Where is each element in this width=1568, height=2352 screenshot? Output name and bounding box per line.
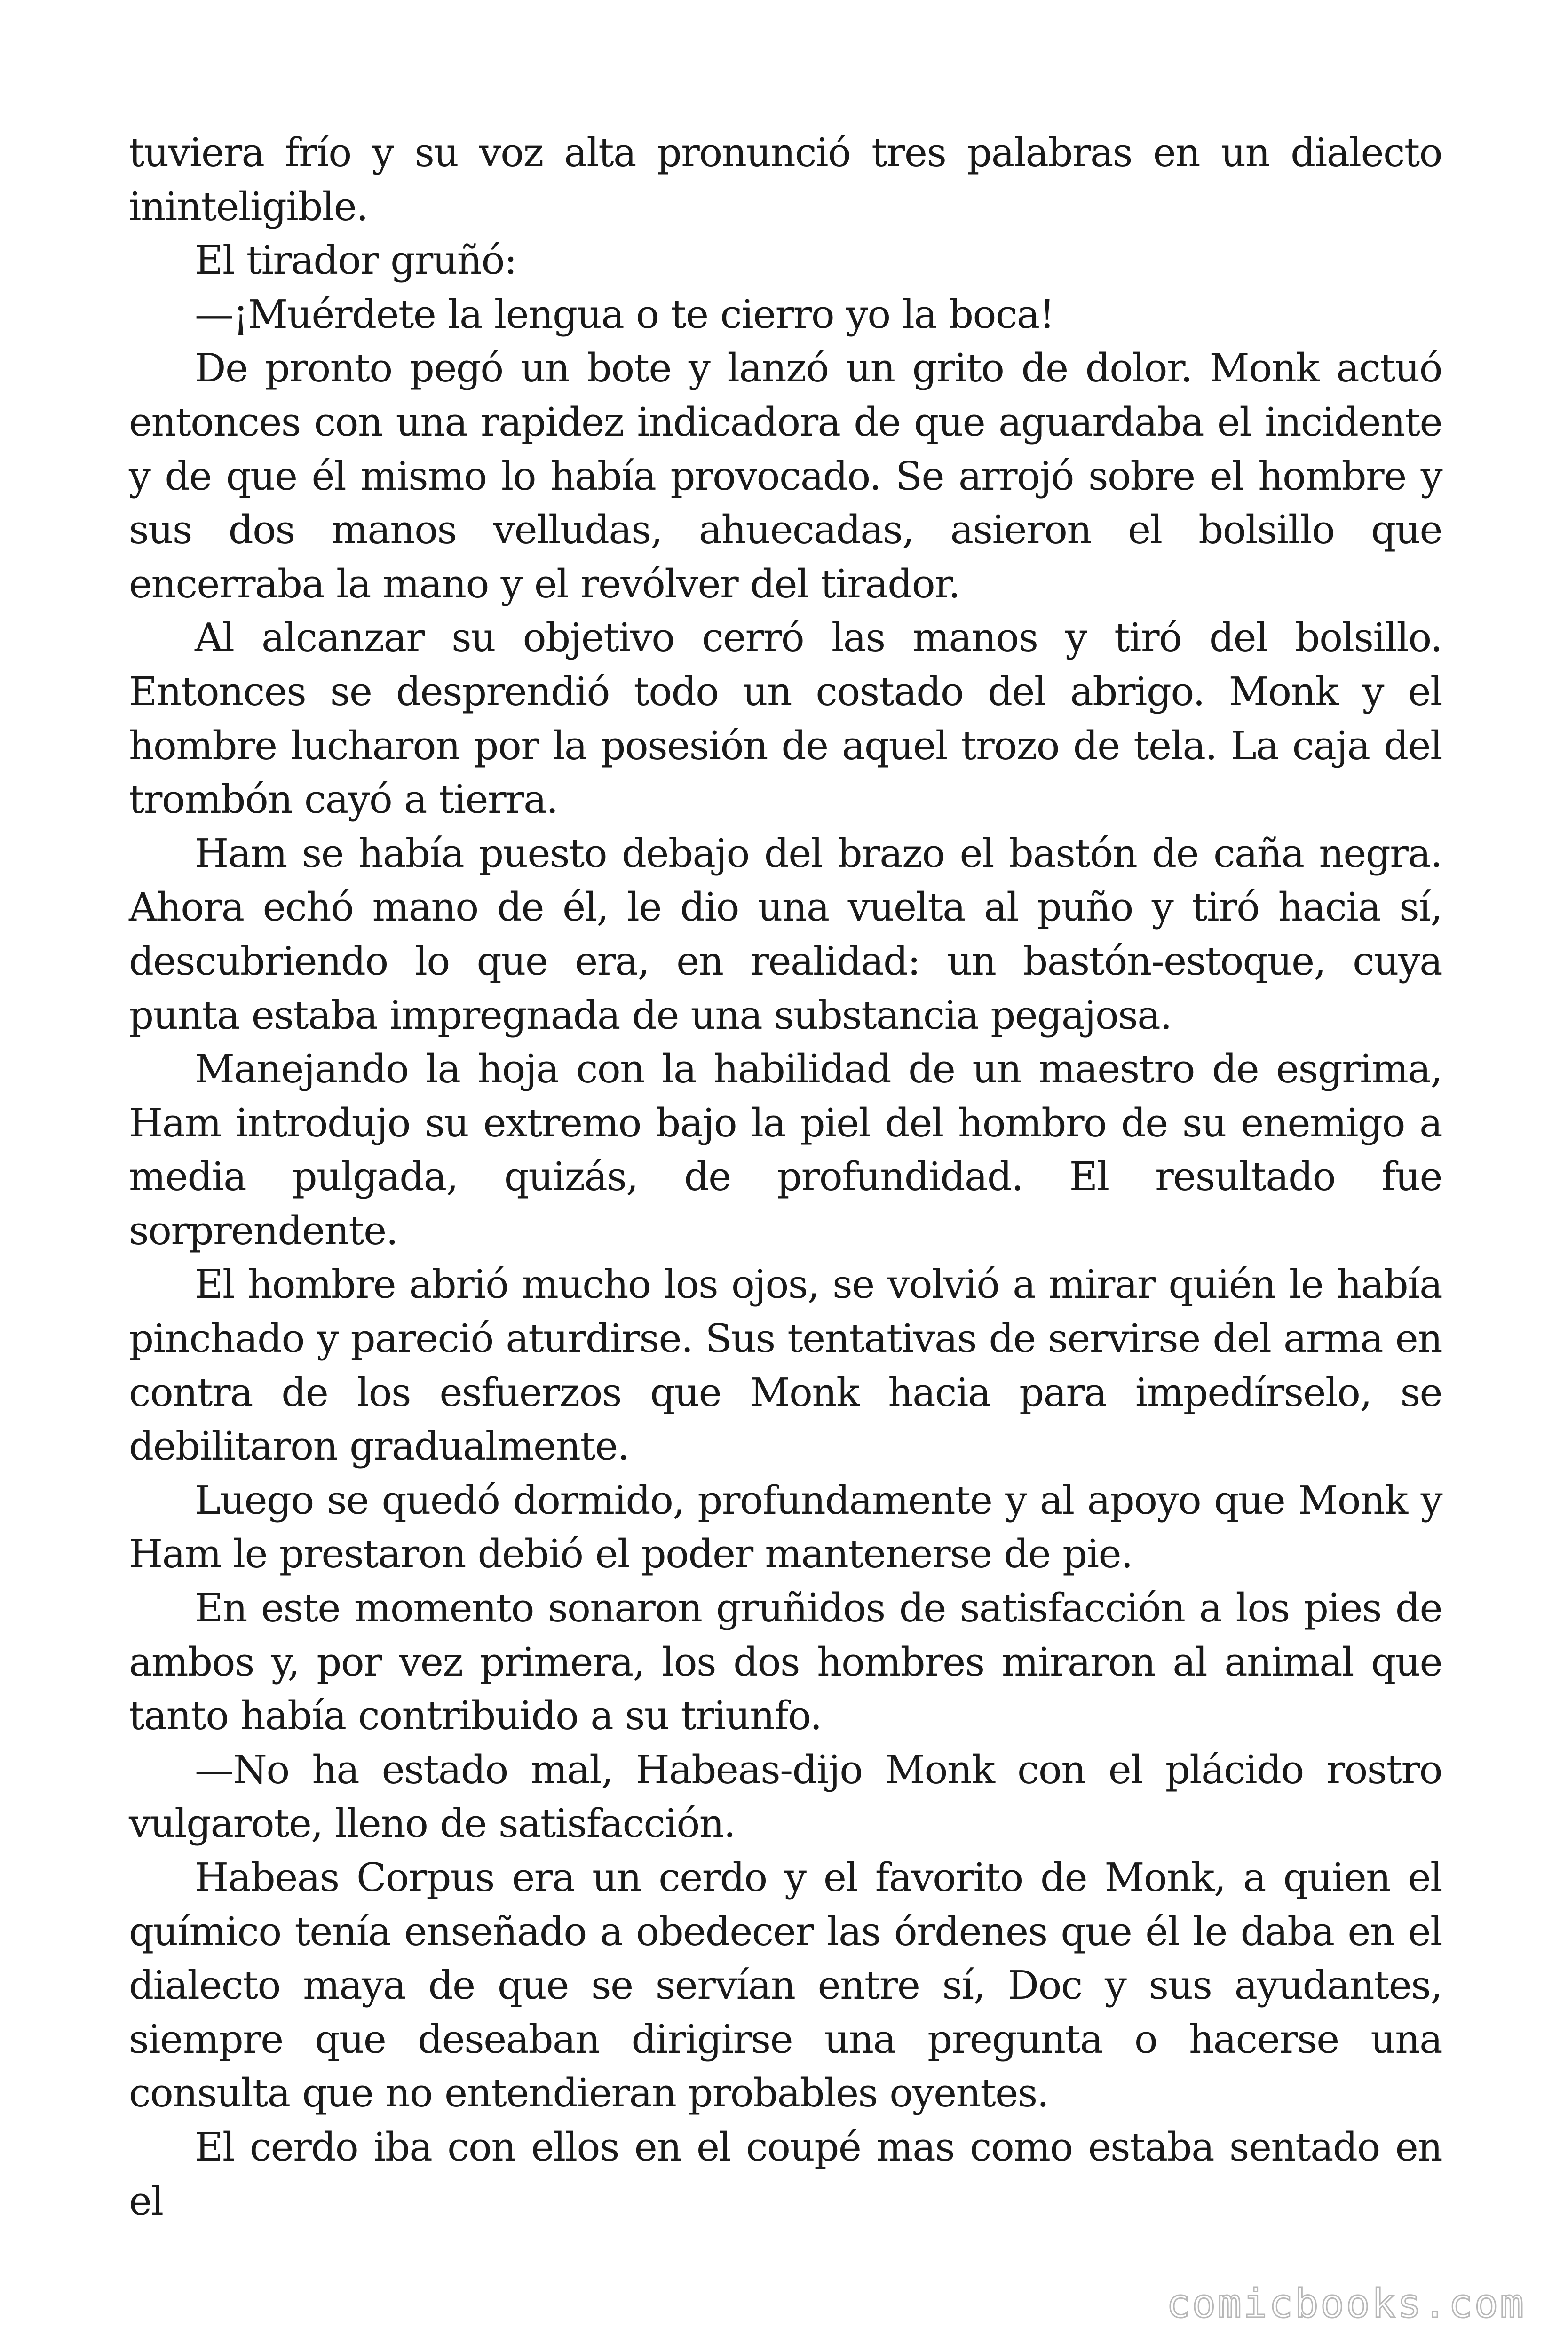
paragraph: —¡Muérdete la lengua o te cierro yo la boca! [195,291,1054,337]
paragraph: tuviera frío y su voz alta pronunció tres palabras en un dialecto ininteligible. [129,130,1442,230]
paragraph: El tirador gruñó: [195,238,517,284]
paragraph: Ham se había puesto debajo del brazo el bastón de caña negra. Ahora echó mano de él, le dio una vuelta al puño y tiró hacia sí, descubriendo lo que era, en realidad: un bastón-estoque, cuya punta estaba impregnada de una substancia pegajosa. [129,830,1442,1038]
paragraph: Al alcanzar su objetivo cerró las manos y tiró del bolsillo. Entonces se desprendió todo un costado del abrigo. Monk y el hombre lucharon por la posesión de aquel trozo de tela. La caja del trombón cayó a tierra. [129,615,1442,823]
paragraph: Luego se quedó dormido, profundamente y al apoyo que Monk y Ham le prestaron debió el poder mantenerse de pie. [129,1477,1442,1577]
paragraph: Habeas Corpus era un cerdo y el favorito de Monk, a quien el químico tenía enseñado a obedecer las órdenes que él le daba en el dialecto maya de que se servían entre sí, Doc y sus ayudantes, siempre que deseaban dirigirse una pregunta o hacerse una consulta que no entendieran probables oyentes. [129,1855,1442,2116]
paragraph: De pronto pegó un bote y lanzó un grito de dolor. Monk actuó entonces con una rapidez indicadora de que aguardaba el incidente y de que él mismo lo había provocado. Se arrojó sobre el hombre y sus dos manos velludas, ahuecadas, asieron el bolsillo que encerraba la mano y el revólver del tirador. [129,345,1442,607]
watermark: comicbooks.com [1166,2280,1526,2327]
paragraph: El cerdo iba con ellos en el coupé mas como estaba sentado en el [129,2124,1442,2224]
paragraph: En este momento sonaron gruñidos de satisfacción a los pies de ambos y, por vez primera, los dos hombres miraron al animal que tanto había contribuido a su triunfo. [129,1585,1442,1739]
body-text [129,126,1442,2228]
paragraph: —No ha estado mal, Habeas-dijo Monk con el plácido rostro vulgarote, lleno de satisfacción. [129,1747,1442,1847]
paragraph: Manejando la hoja con la habilidad de un maestro de esgrima, Ham introdujo su extremo bajo la piel del hombro de su enemigo a media pulgada, quizás, de profundidad. El resultado fue sorprendente. [129,1046,1442,1254]
paragraph: El hombre abrió mucho los ojos, se volvió a mirar quién le había pinchado y pareció aturdirse. Sus tentativas de servirse del arma en contra de los esfuerzos que Monk hacia para impedírselo, se debilitaron gradualmente. [129,1262,1442,1470]
